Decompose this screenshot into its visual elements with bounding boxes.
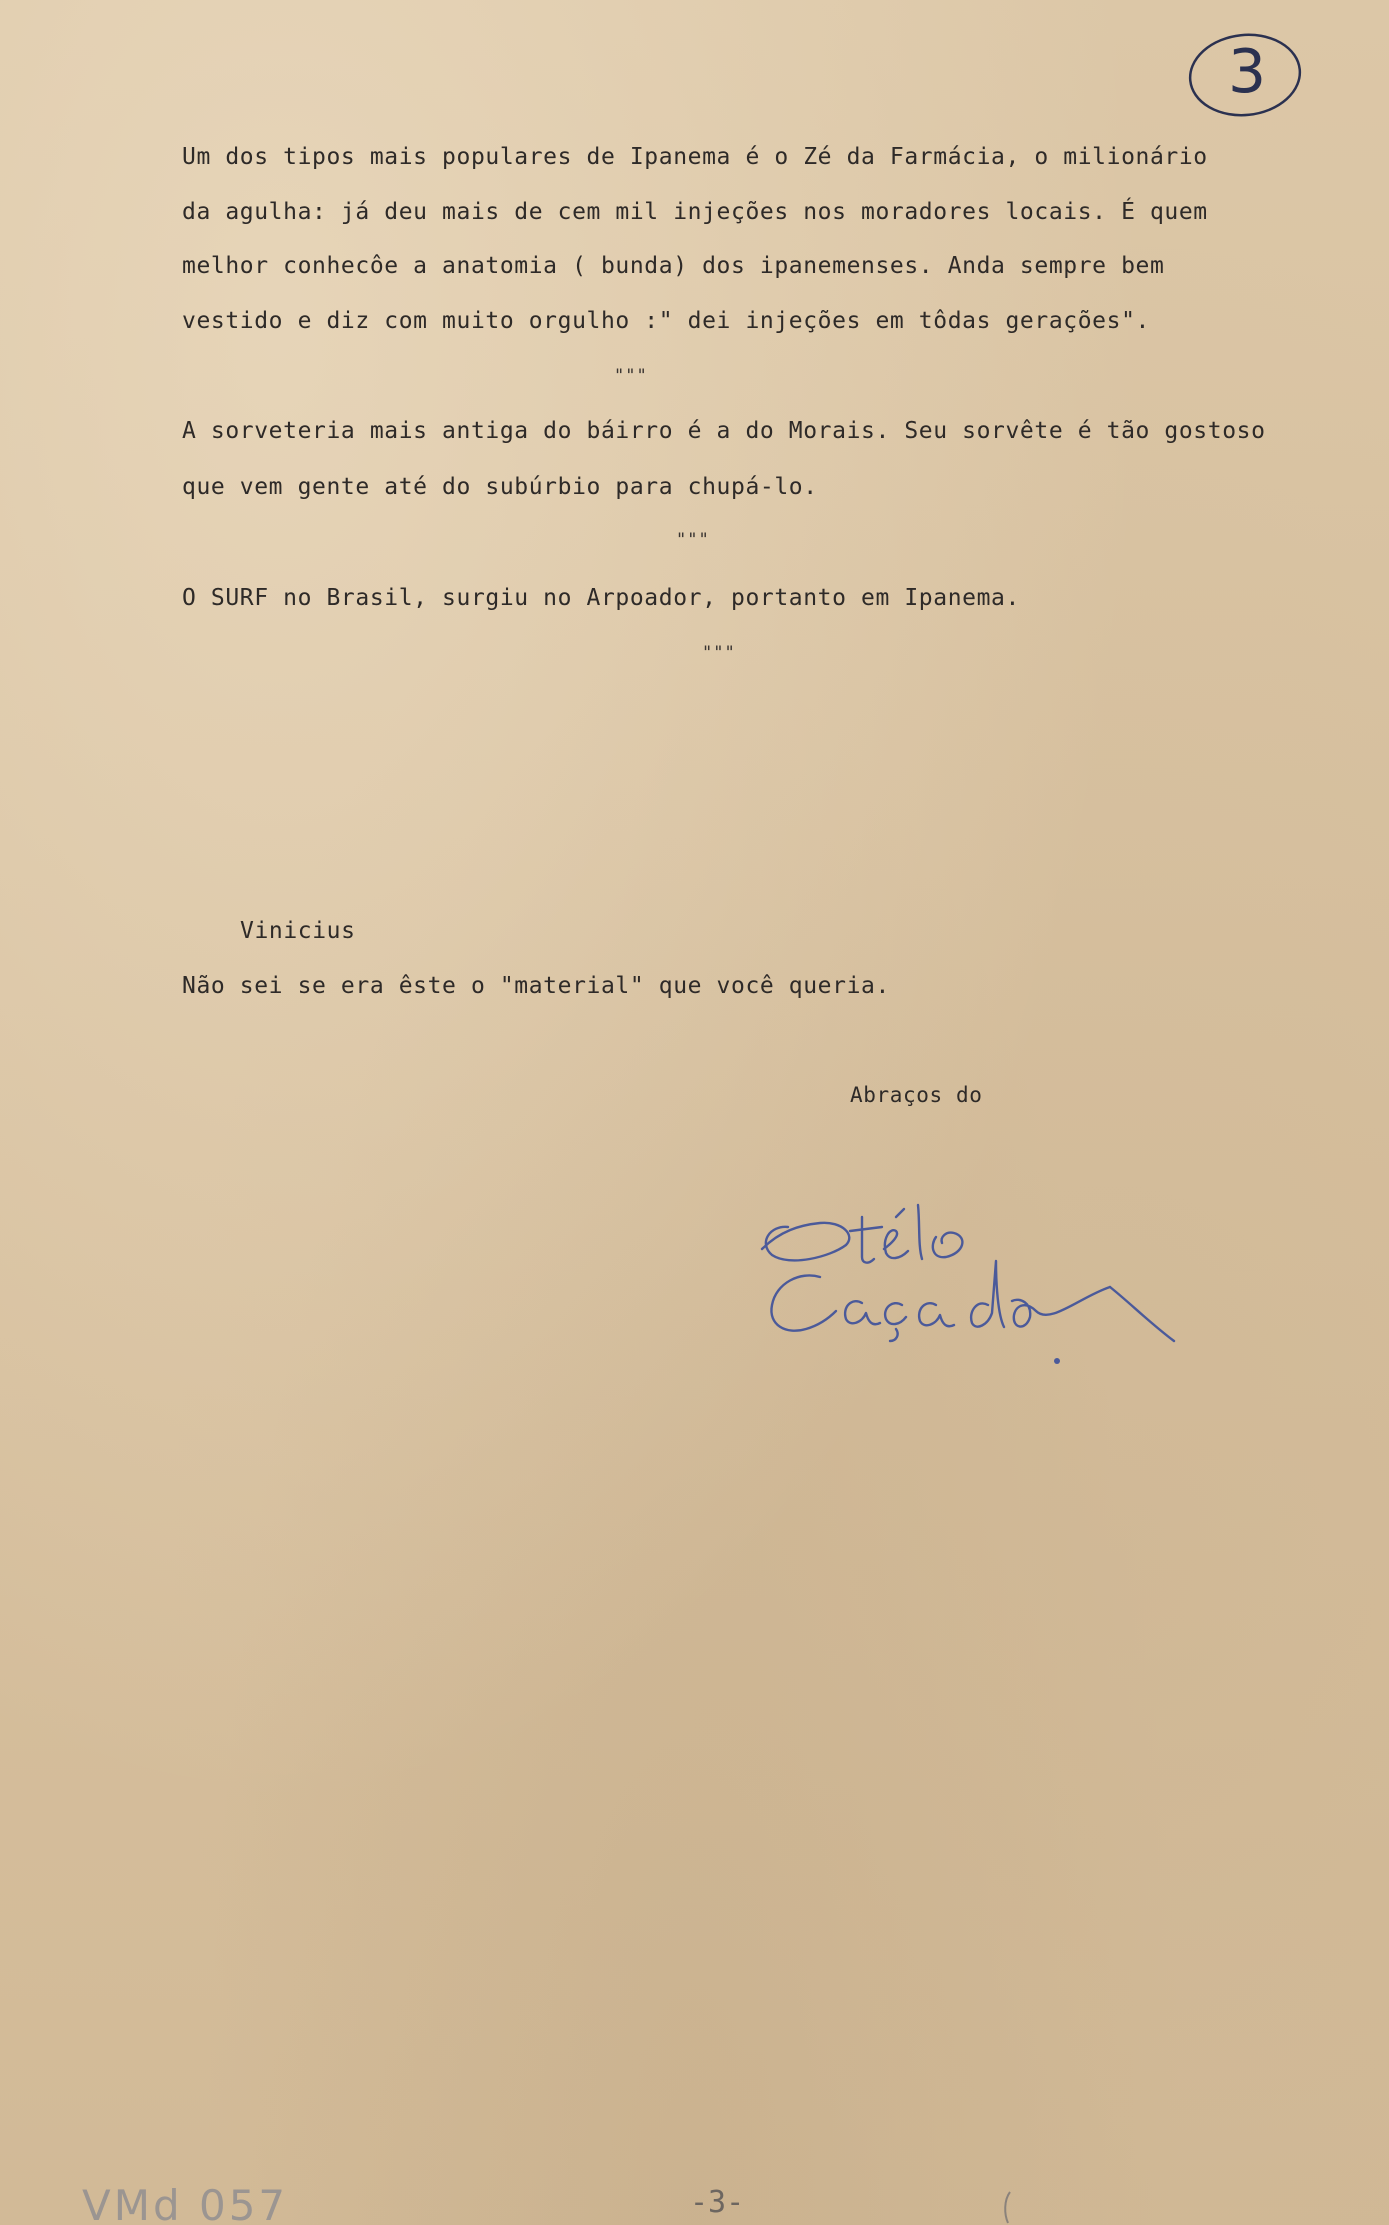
text-line: O SURF no Brasil, surgiu no Arpoador, portanto em Ipanema. xyxy=(182,585,1020,611)
text-line: melhor conhecôe a anatomia ( bunda) dos ipanemenses. Anda sempre bem xyxy=(182,253,1165,279)
section-separator: """ xyxy=(614,366,648,386)
text-line: vestido e diz com muito orgulho :" dei injeções em tôdas gerações". xyxy=(182,308,1150,334)
section-separator: """ xyxy=(676,530,710,550)
handwritten-signature xyxy=(750,1165,1230,1375)
footer-page-number: -3- xyxy=(690,2185,745,2220)
text-line: A sorveteria mais antiga do báirro é a do Morais. Seu sorvête é tão gostoso xyxy=(182,418,1266,444)
closing-text: Abraços do xyxy=(850,1083,983,1107)
text-line: que vem gente até do subúrbio para chupá-lo. xyxy=(182,474,818,500)
section-separator: """ xyxy=(702,643,736,663)
page-number: 3 xyxy=(1228,37,1267,107)
archive-code: VMd 057 xyxy=(82,2181,289,2225)
note-text: Não sei se era êste o "material" que você queria. xyxy=(182,973,890,999)
text-line: Um dos tipos mais populares de Ipanema é o Zé da Farmácia, o milionário xyxy=(182,144,1208,170)
text-line: da agulha: já deu mais de cem mil injeções nos moradores locais. É quem xyxy=(182,199,1208,225)
pencil-mark xyxy=(1000,2190,1014,2225)
note-name: Vinicius xyxy=(240,918,356,944)
